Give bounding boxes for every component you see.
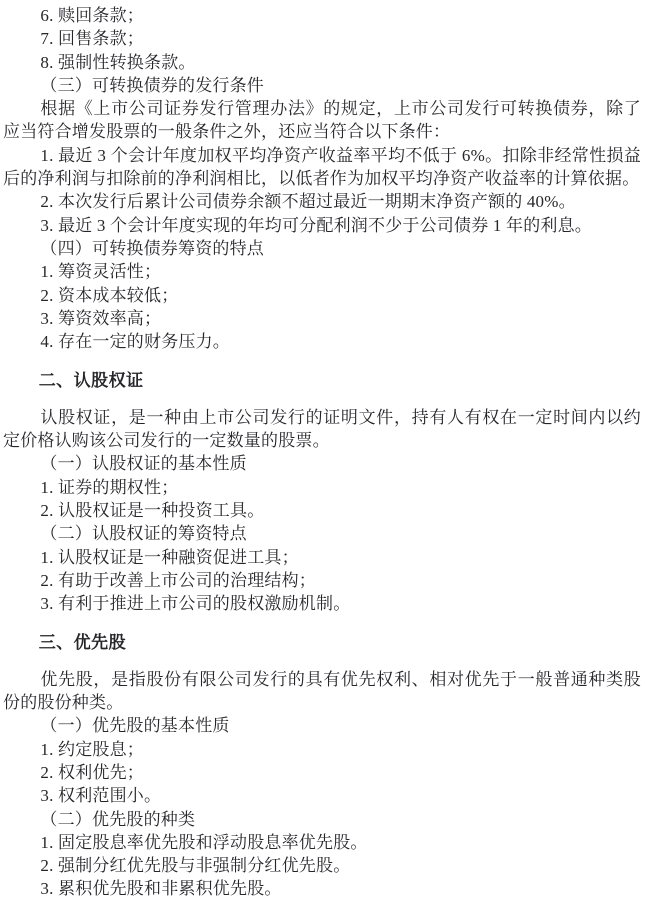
list-item: 2. 有助于改善上市公司的治理结构； [40,570,316,590]
section-heading: 三、优先股 [38,633,127,653]
list-item: 2. 资本成本较低； [40,285,179,305]
list-item: 1. 筹资灵活性； [40,262,162,282]
list-item: 7. 回售条款； [40,29,144,49]
sub-section-title: （二）认股权证的筹资特点 [40,524,247,544]
list-item: 1. 约定股息； [40,739,144,759]
list-item: 1. 证券的期权性； [40,477,179,497]
list-item: 1. 认股权证是一种融资促进工具； [40,547,299,567]
paragraph: 根据《上市公司证券发行管理办法》的规定，上市公司发行可转换债券，除了应当符合增发股票的一般条件之外，还应当符合以下条件： [3,99,641,142]
sub-section-title: （四）可转换债券筹资的特点 [40,238,264,258]
section-heading: 二、认股权证 [38,371,144,391]
list-item: 6. 赎回条款； [40,6,144,25]
list-item: 3. 有利于推进上市公司的股权激励机制。 [40,594,351,614]
sub-section-title: （一）认股权证的基本性质 [40,454,247,474]
list-item: 2. 强制分红优先股与非强制分红优先股。 [40,856,351,876]
paragraph: 1. 最近 3 个会计年度加权平均净资产收益率平均不低于 6%。扣除非经常性损益后的净利润与扣除前的净利润相比，以低者作为加权平均净资产收益率的计算依据。 [3,145,641,189]
list-item: 2. 本次发行后累计公司债券余额不超过最近一期期末净资产额的 40%。 [40,192,576,212]
list-item: 3. 累积优先股和非累积优先股。 [40,879,282,899]
list-item: 3. 最近 3 个会计年度实现的年均可分配利润不少于公司债券 1 年的利息。 [40,215,592,235]
list-item: 2. 认股权证是一种投资工具。 [40,500,265,520]
sub-section-title: （二）优先股的种类 [40,809,196,829]
sub-section-title: （三）可转换债券的发行条件 [40,75,264,95]
list-item: 3. 筹资效率高； [40,308,162,328]
list-item: 3. 权利范围小。 [40,786,162,806]
paragraph: 认股权证，是一种由上市公司发行的证明文件，持有人有权在一定时间内以约定价格认购该公司发行的一定数量的股票。 [3,407,641,451]
list-item: 1. 固定股息率优先股和浮动股息率优先股。 [40,832,368,852]
paragraph: 优先股，是指股份有限公司发行的具有优先权利、相对优先于一般普通种类股份的股份种类。 [3,669,641,713]
list-item: 8. 强制性转换条款。 [40,52,196,72]
list-item: 4. 存在一定的财务压力。 [40,332,230,352]
sub-section-title: （一）优先股的基本性质 [40,716,230,736]
list-item: 2. 权利优先； [40,762,144,782]
